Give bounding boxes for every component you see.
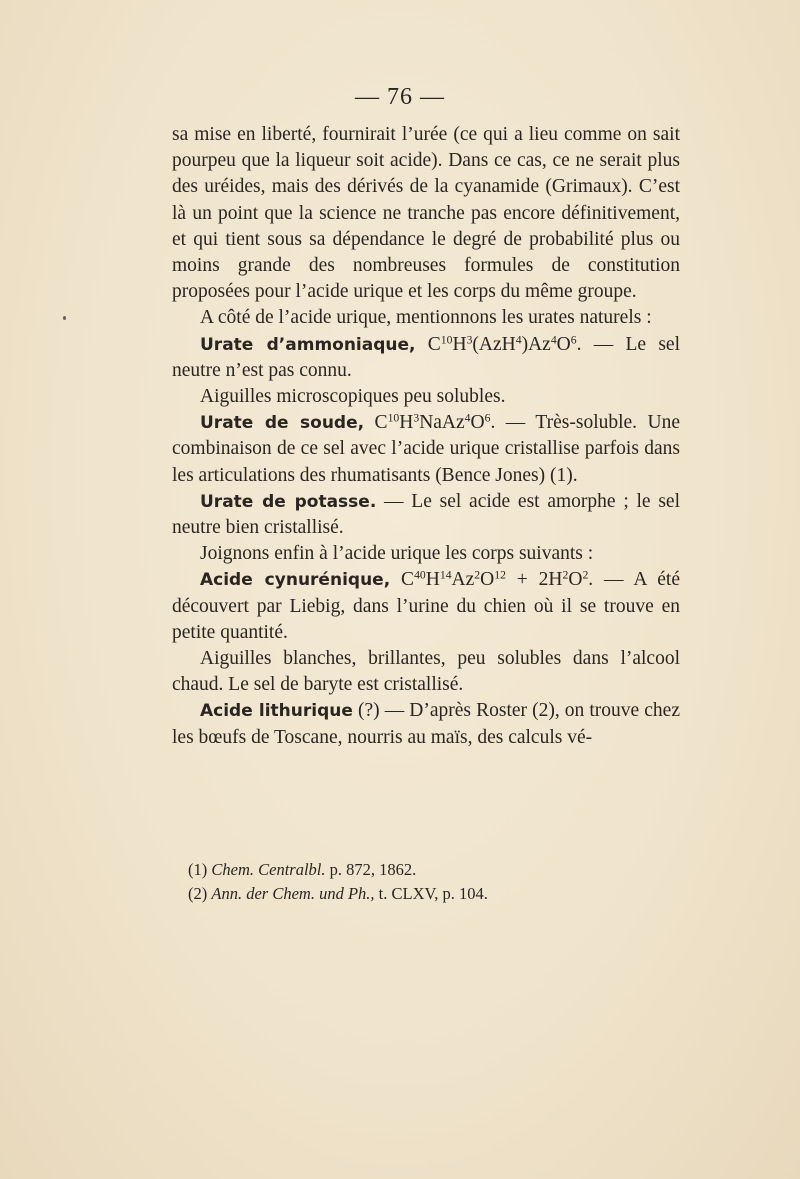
body-text — [172, 122, 680, 751]
entry-heading: Urate d’ammoniaque, — [200, 334, 416, 355]
paragraph-aiguilles: Aiguilles microscopiques peu solubles. — [200, 386, 506, 408]
entry-urate-potasse — [172, 489, 680, 541]
ink-speck — [63, 316, 66, 320]
entry-formula: $C^{10}H^3(AzH^4)Az^4O^6$. — [427, 333, 582, 355]
entry-formula: (?) — [357, 700, 380, 722]
entry-text: — Le sel neutre n’est pas connu. — [172, 333, 680, 381]
footnote-source: Ann. der Chem. und Ph., — [211, 884, 375, 903]
paragraph-liberation: sa mise en liberté, fournirait l’urée (ce qui a lieu comme on sait pourpeu que la liqueur soit acide). Dans ce cas, ce ne serait plus des uréides, mais des dérivés de la cyanamide (Grimaux). C’est là un point que la science ne tranche pas encore définitivement, et qui tient sous sa dépendance le degré de probabilité plus ou moins grande des nombreuses formules de constitution proposées pour l’acide urique et les corps du même groupe. — [172, 124, 680, 303]
footnote-mark: (2) — [188, 884, 208, 903]
paragraph-aiguilles-blanches: Aiguilles blanches, brillantes, peu solubles dans l’alcool chaud. Le sel de baryte est cristallisé. — [172, 648, 680, 696]
footnote-mark: (1) — [188, 860, 208, 879]
entry-heading: Urate de soude, — [200, 413, 365, 434]
entry-text: — Très-soluble. Une combinaison de ce sel avec l’acide urique cristallise parfois dans les articulations des rhumatisants (Bence Jones) (1). — [172, 412, 680, 486]
footnote-ref: p. 872, 1862. — [329, 860, 417, 879]
footnote-ref: t. CLXV, p. 104. — [378, 884, 488, 903]
entry-urate-soude — [172, 410, 680, 489]
footnote-source: Chem. Centralbl. — [211, 860, 326, 879]
footnote-2 — [188, 882, 668, 906]
entry-formula: $C^{40}H^{14}Az^2O^{12} + 2H^2O^2$. — [401, 569, 594, 591]
entry-formula: $C^{10}H^3NaAz^4O^6$. — [374, 411, 496, 434]
footnote-1 — [188, 858, 668, 882]
paragraph-urates-intro: A côté de l’acide urique, mentionnons les urates naturels : — [200, 307, 652, 329]
entry-heading: Acide lithurique — [200, 701, 353, 722]
page-number: — 76 — — [355, 84, 445, 110]
entry-acide-lithurique — [172, 698, 680, 750]
entry-heading: Urate de potasse. — [200, 491, 377, 512]
paragraph-joignons: Joignons enfin à l’acide urique les corps suivants : — [200, 543, 594, 565]
entry-text: — A été découvert par Liebig, dans l’urine du chien où il se trouve en petite quantité. — [172, 569, 680, 643]
footnotes — [188, 858, 668, 906]
entry-text: — D’après Roster (2), on trouve chez les bœufs de Toscane, nourris au maïs, des calculs vé- — [172, 700, 680, 748]
entry-heading: Acide cynurénique, — [200, 570, 391, 591]
entry-urate-ammoniaque — [172, 332, 680, 384]
entry-text: — Le sel acide est amorphe ; le sel neutre bien cristallisé. — [172, 490, 680, 539]
entry-acide-cynurenique — [172, 567, 680, 646]
